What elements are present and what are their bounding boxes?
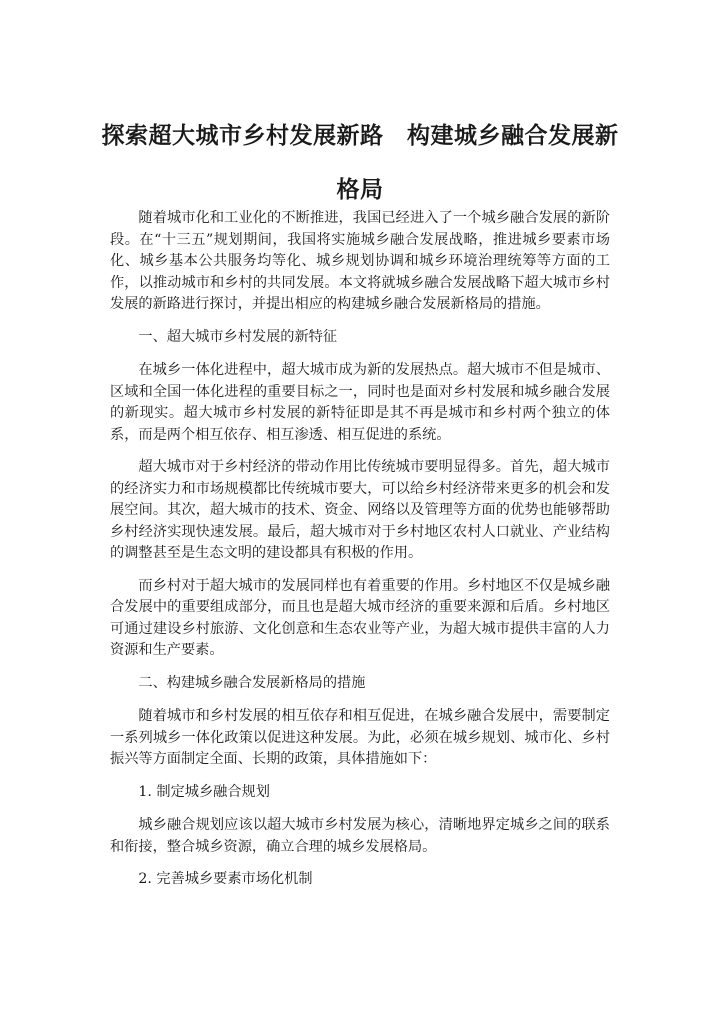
body-paragraph: 而乡村对于超大城市的发展同样也有着重要的作用。乡村地区不仅是城乡融合发展中的重要组成部分，而且也是超大城市经济的重要来源和后盾。乡村地区可通过建设乡村旅游、文化创意和生态农业等产业，为超大城市提供丰富的人力资源和生产要素。 (110, 577, 610, 658)
intro-paragraph: 随着城市化和工业化的不断推进，我国已经进入了一个城乡融合发展的新阶段。在“十三五”规划期间，我国将实施城乡融合发展战略，推进城乡要素市场化、城乡基本公共服务均等化、城乡规划协调和城乡环境治理统筹等方面的工作，以推动城市和乡村的共同发展。本文将就城乡融合发展战略下超大城市乡村发展的新路进行探讨，并提出相应的构建城乡融合发展新格局的措施。 (110, 210, 610, 312)
body-paragraph: 随着城市和乡村发展的相互依存和相互促进，在城乡融合发展中，需要制定一系列城乡一体化政策以促进这种发展。为此，必须在城乡规划、城市化、乡村振兴等方面制定全面、长期的政策，具体措施如下： (110, 708, 610, 767)
body-paragraph: 在城乡一体化进程中，超大城市成为新的发展热点。超大城市不但是城市、区域和全国一体化进程的重要目标之一，同时也是面对乡村发展和城乡融合发展的新现实。超大城市乡村发展的新特征即是其不再是城市和乡村两个独立的体系，而是两个相互依存、相互渗透、相互促进的系统。 (110, 362, 610, 443)
body-paragraph: 超大城市对于乡村经济的带动作用比传统城市要明显得多。首先，超大城市的经济实力和市场规模都比传统城市要大，可以给乡村经济带来更多的机会和发展空间。其次，超大城市的技术、资金、网络以及管理等方面的优势也能够帮助乡村经济实现快速发展。最后，超大城市对于乡村地区农村人口就业、产业结构的调整甚至是生态文明的建设都具有积极的作用。 (110, 459, 610, 561)
document-body (110, 208, 610, 903)
subheading-2: 2. 完善城乡要素市场化机制 (138, 871, 313, 887)
body-paragraph: 城乡融合规划应该以超大城市乡村发展为核心，清晰地界定城乡之间的联系和衔接，整合城乡资源，确立合理的城乡发展格局。 (110, 817, 610, 855)
section-heading-2: 二、构建城乡融合发展新格局的措施 (138, 674, 366, 691)
subheading-1: 1. 制定城乡融合规划 (138, 783, 270, 800)
document-title: 探索超大城市乡村发展新路 构建城乡融合发展新格局 (101, 122, 619, 204)
section-heading-1: 一、超大城市乡村发展的新特征 (138, 328, 338, 345)
